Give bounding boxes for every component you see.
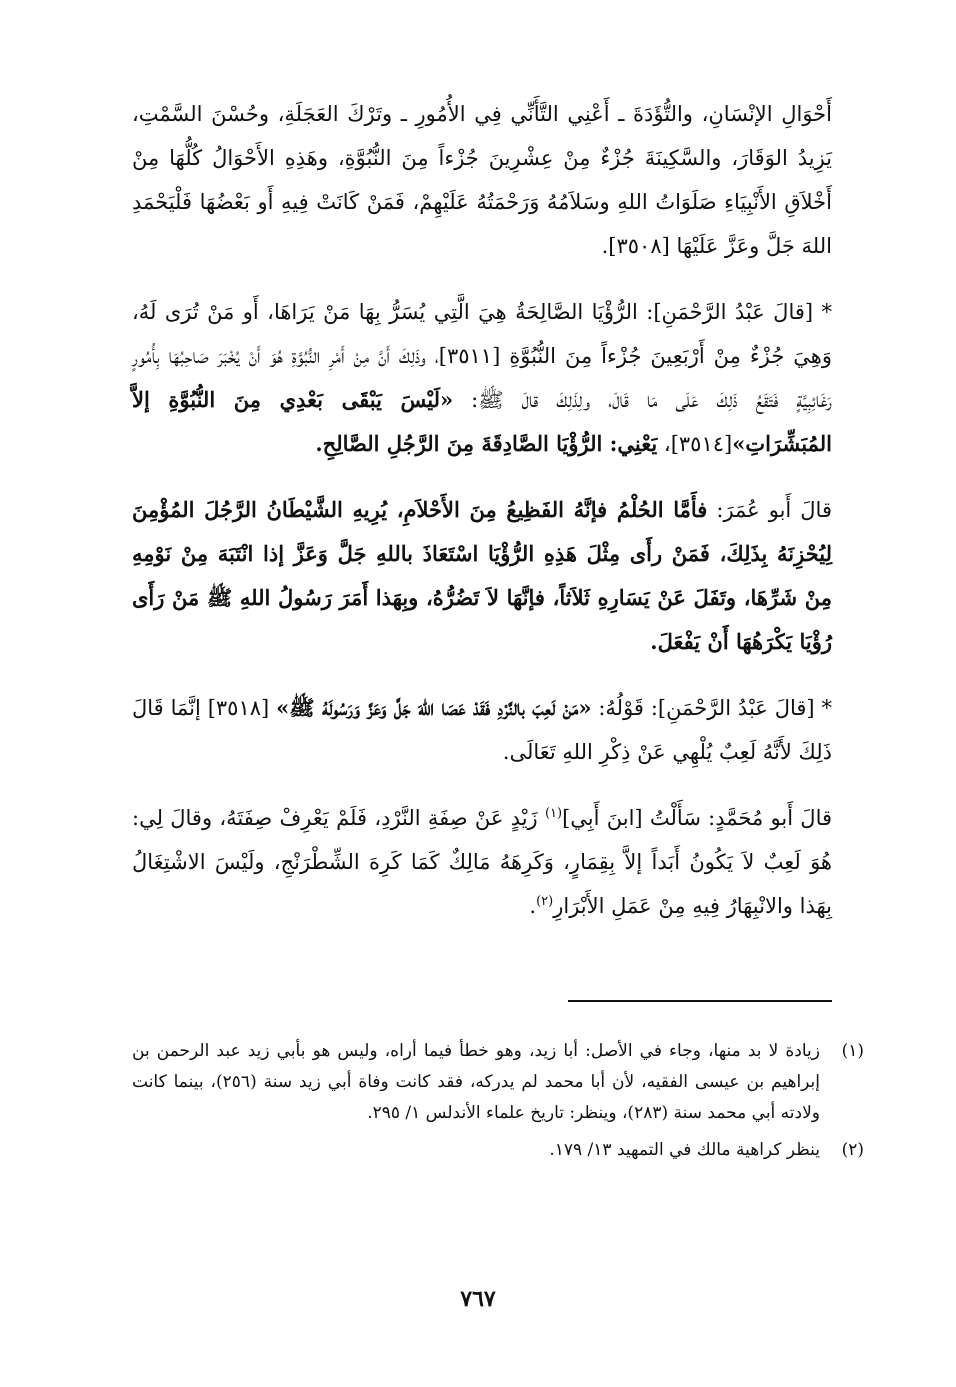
paragraph-3-text: فأَمَّا الحُلْمُ فإنَّهُ الفَظِيعُ مِنَ الأَحْلاَمِ، يُرِيهِ الشَّيْطَانُ الرَّجُلَ المُؤْمِنَ لِيُحْزِنَهُ بِذَلِكَ، فَمَنْ رأَى مِثْلَ هَذِهِ الرُّؤْيَا اسْتَعَاذَ باللهِ جَلَّ وَعَزَّ إذا انْتَبَهَ مِنْ نَوْمِهِ مِنْ شَرِّهَا، وتَفَلَ عَنْ يَسَارِهِ ثَلاَثاً، فإنَّهَا لاَ تَضُرُّهُ، وبِهَذا أَمَرَ رَسُولُ اللهِ ﷺ مَنْ رَأَى رُؤْيَا يَكْرَهُهَا أَنْ يَفْعَلَ. [132, 497, 832, 654]
hadith-explanation: يَعْنِي: الرُّؤْيَا الصَّادِقَةَ مِنَ الرَّجُلِ الصَّالِحِ. [315, 431, 658, 456]
footnote-1 [132, 1036, 864, 1129]
page-number: ٧٦٧ [460, 1286, 496, 1312]
footnote-ref-1[interactable]: (١) [544, 806, 563, 821]
paragraph-2-intro: * [قالَ عَبْدُ الرَّحْمَنِ]: الرُّؤْيَا الصَّالِحَةُ هِيَ الَّتِي يُسَرُّ بِهَا مَنْ يَرَاهَا، أَو مَنْ تُرَى لَهُ، وَهِيَ جُزْءٌ مِنْ أَرْبَعِينَ جُزْءاً مِنَ النُّبُوَّةِ [٣٥١١]، وذَلِكَ أَنَّ مِنْ أَمْرِ النُّبُوَّةِ هُوَ أَنْ يُخْبَرَ صَاحِبُهَا بِأُمُورٍ رَغَائِبِيَّةٍ فَتَقَعُ ذَلِكَ عَلَى مَا قَالَ، ولِذَلِكَ قالَ ﷺ: [132, 300, 833, 412]
paragraph-3 [132, 488, 832, 664]
hadith-reference: [٣٥١٤]، [657, 432, 733, 456]
footnote-1-text: زيادة لا بد منها، وجاء في الأصل: أبا زيد، وهو خطأ فيما أراه، وليس هو بأبي زيد عبد الرحمن بن إبراهيم بن عيسى الفقيه، لأن أبا محمد لم يدركه، فقد كانت وفاة أبي زيد سنة (٢٥٦)، بينما كانت ولادته أبي محمد سنة (٢٨٣)، وينظر: تاريخ علماء الأندلس ١/ ٢٩٥. [132, 1041, 820, 1123]
footnote-1-number: (١) [841, 1041, 864, 1061]
main-text [132, 92, 832, 950]
paragraph-1-text: أَحْوَالِ الإنْسَانِ، والتُّؤَدَةَ ـ أَعْنِي التَّأَنِّي فِي الأُمُورِ ـ وتَرْكَ العَجَلَةِ، وحُسْنَ السَّمْتِ، يَزِيدُ الوَقَارَ، والسَّكِينَةَ جُزْءٌ مِنْ عِشْرِينَ جُزْءاً مِنَ النُّبُوَّةِ، وهَذِهِ الأَحْوَالُ كُلُّهَا مِنْ أَخْلاَقِ الأَنْبِيَاءِ صَلَوَاتُ اللهِ وسَلاَمُهُ وَرَحْمَتُهُ عَلَيْهِمْ، فَمَنْ كَانَتْ فِيهِ أَو بَعْضُهَا فَلْيَحْمَدِ اللهَ جَلَّ وعَزَّ عَلَيْهَا [٣٥٠٨]. [132, 102, 832, 258]
footnote-divider [568, 1000, 832, 1002]
footnote-ref-2[interactable]: (٢) [536, 894, 554, 909]
paragraph-5-end: . [529, 894, 537, 918]
paragraph-1 [132, 92, 832, 268]
paragraph-4-explanation: [٣٥١٨] إنَّمَا قَالَ ذَلِكَ لأَنَّهُ لَعِبٌ يُلْهِي عَنْ ذِكْرِ اللهِ تَعَالَى. [132, 696, 832, 764]
paragraph-4 [132, 686, 832, 774]
paragraph-5 [132, 796, 832, 928]
footnotes-section [132, 1036, 864, 1172]
hadith-quote: «لَيْسَ يَبْقَى بَعْدِي مِنَ النُّبُوَّةِ إلاَّ المُبَشِّرَاتِ» [132, 387, 832, 456]
paragraph-4-intro: * [قالَ عَبْدُ الرَّحْمَنِ]: قَوْلُهُ: [591, 696, 832, 720]
footnote-2-text: ينظر كراهية مالك في التمهيد ١٣/ ١٧٩. [549, 1140, 820, 1160]
paragraph-3-speaker: قالَ أَبو عُمَرَ: [707, 498, 832, 522]
paragraph-5-part-2: زَيْدٍ عَنْ صِفَةِ النَّرْدِ، فَلَمْ يَعْرِفْ صِفَتَهُ، وقالَ لِي: هُوَ لَعِبٌ لاَ يَكُونُ أَبَداً إلاَّ بِقِمَارٍ، وَكَرِهَهُ مَالِكٌ كَمَا كَرِهَ الشِّطْرَنْجِ، ولَيْسَ الاشْتِغَالُ بِهَذا والانْبِهَارُ فِيهِ مِنْ عَمَلِ الأَبْرَارِ [132, 806, 832, 918]
paragraph-2 [132, 290, 832, 466]
paragraph-5-part-1: قالَ أَبو مُحَمَّدٍ: سَأَلْتُ [ابنَ أَبِي] [562, 806, 833, 830]
footnote-2-number: (٢) [841, 1140, 864, 1160]
footnote-2 [132, 1135, 864, 1166]
nard-hadith-quote: «مَنْ لَعِبَ بالنَّرْدِ فَقَدْ عَصَا اللهَ جَلَّ وَعَزَّ وَرَسُولَهُ ﷺ» [276, 695, 592, 720]
